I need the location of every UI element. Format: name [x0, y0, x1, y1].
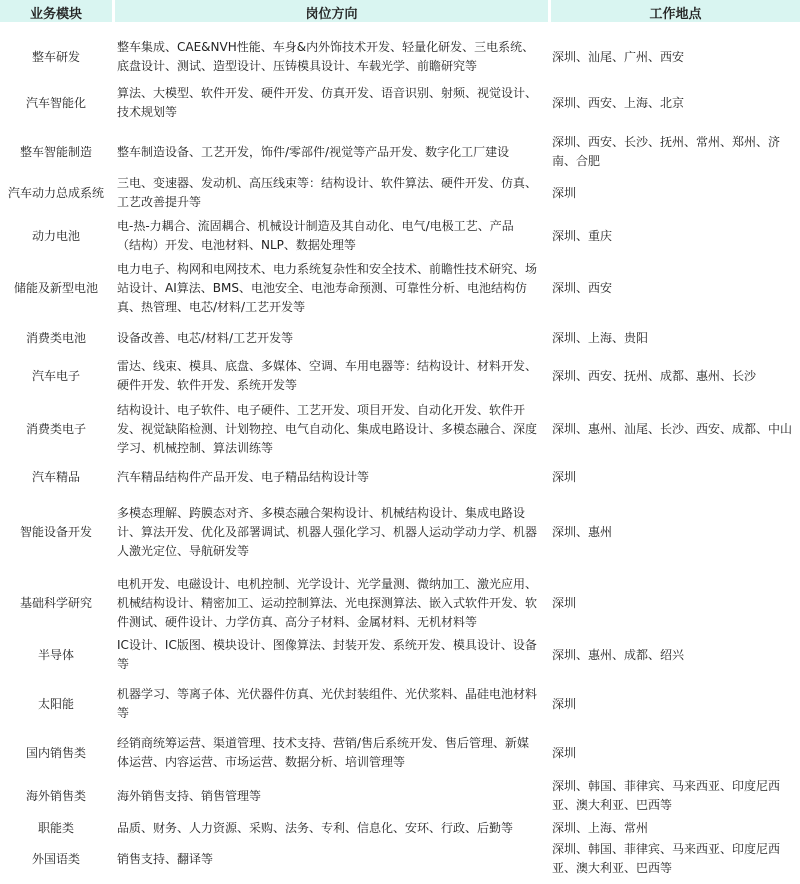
direction-cell: 雷达、线束、模具、底盘、多媒体、空调、车用电器等：结构设计、材料开发、硬件开发、软件开发、系统开发等: [117, 359, 538, 392]
location-cell: 深圳、重庆: [552, 229, 613, 243]
module-cell: 汽车精品: [31, 470, 80, 484]
location-cell: 深圳、汕尾、广州、西安: [552, 50, 685, 64]
location-cell: 深圳: [552, 186, 577, 200]
location-cell: 深圳、西安: [552, 281, 613, 295]
location-cell: 深圳、韩国、菲律宾、马来西亚、印度尼西亚、澳大利亚、巴西等: [552, 779, 781, 812]
direction-cell: 机器学习、等离子体、光伏器件仿真、光伏封装组件、光伏浆料、晶硅电池材料等: [117, 687, 538, 720]
location-cell: 深圳、惠州、成都、绍兴: [552, 648, 685, 662]
module-cell: 整车智能制造: [19, 145, 92, 159]
direction-cell: 海外销售支持、销售管理等: [117, 789, 262, 803]
location-cell: 深圳: [552, 746, 577, 760]
location-cell: 深圳、惠州: [552, 525, 613, 539]
module-cell: 汽车智能化: [25, 96, 86, 110]
location-cell: 深圳、韩国、菲律宾、马来西亚、印度尼西亚、澳大利亚、巴西等: [552, 842, 781, 875]
direction-cell: 三电、变速器、发动机、高压线束等：结构设计、软件算法、硬件开发、仿真、工艺改善提升等: [117, 176, 538, 209]
direction-cell: 电力电子、构网和电网技术、电力系统复杂性和安全技术、前瞻性技术研究、场站设计、AI算法、BMS、电池安全、电池寿命预测、可靠性分析、电池结构仿真、热管理、电芯/材料/工艺开发等: [117, 262, 538, 314]
direction-cell: 设备改善、电芯/材料/工艺开发等: [117, 331, 294, 345]
module-cell: 汽车动力总成系统: [7, 186, 104, 200]
location-cell: 深圳: [552, 697, 577, 711]
module-cell: 整车研发: [31, 50, 80, 64]
header-direction-cell: [115, 0, 548, 22]
module-cell: 汽车电子: [31, 369, 80, 383]
direction-cell: 经销商统筹运营、渠道管理、技术支持、营销/售后系统开发、售后管理、新媒体运营、内容运营、市场运营、数据分析、培训管理等: [117, 736, 530, 769]
header-location: 工作地点: [649, 7, 702, 22]
location-cell: 深圳、西安、长沙、抚州、常州、郑州、济南、合肥: [552, 135, 781, 168]
header-location-cell: [551, 0, 800, 22]
location-cell: 深圳、上海、常州: [552, 821, 649, 835]
direction-cell: 整车制造设备、工艺开发，饰件/零部件/视觉等产品开发、数字化工厂建设: [117, 145, 510, 159]
location-cell: 深圳、西安、上海、北京: [552, 96, 685, 110]
direction-cell: IC设计、IC版图、模块设计、图像算法、封装开发、系统开发、模具设计、设备等: [117, 638, 537, 671]
module-cell: 智能设备开发: [19, 525, 92, 539]
header-direction: 岗位方向: [305, 7, 358, 22]
module-cell: 国内销售类: [25, 746, 86, 760]
direction-cell: 电-热-力耦合、流固耦合、机械设计制造及其自动化、电气/电极工艺、产品（结构）开发、电池材料、NLP、数据处理等: [117, 219, 514, 252]
header-module: 业务模块: [29, 7, 82, 22]
module-cell: 太阳能: [37, 697, 74, 711]
module-cell: 消费类电池: [25, 331, 86, 345]
location-cell: 深圳、西安、抚州、成都、惠州、长沙: [552, 369, 757, 383]
direction-cell: 结构设计、电子软件、电子硬件、工艺开发、项目开发、自动化开发、软件开发、视觉缺陷检测、计划物控、电气自动化、集成电路设计、多模态融合、深度学习、机械控制、算法训练等: [117, 403, 538, 455]
module-cell: 海外销售类: [25, 789, 86, 803]
header-module-cell: [0, 0, 112, 22]
location-cell: 深圳: [552, 596, 577, 610]
module-cell: 动力电池: [31, 229, 80, 243]
direction-cell: 算法、大模型、软件开发、硬件开发、仿真开发、语音识别、射频、视觉设计、技术规划等: [117, 86, 538, 119]
location-cell: 深圳: [552, 470, 577, 484]
direction-cell: 汽车精品结构件产品开发、电子精品结构设计等: [117, 470, 370, 484]
direction-cell: 多模态理解、跨膜态对齐、多模态融合架构设计、机械结构设计、集成电路设计、算法开发、优化及部署调试、机器人强化学习、机器人运动学动力学、机器人激光定位、导航研发等: [117, 506, 538, 558]
direction-cell: 整车集成、CAE&NVH性能、车身&内外饰技术开发、轻量化研发、三电系统、底盘设计、测试、造型设计、压铸模具设计、车载光学、前瞻研究等: [117, 40, 535, 73]
module-cell: 基础科学研究: [19, 596, 92, 610]
module-cell: 半导体: [37, 648, 74, 662]
module-cell: 消费类电子: [25, 422, 86, 436]
direction-cell: 品质、财务、人力资源、采购、法务、专利、信息化、安环、行政、后勤等: [117, 821, 514, 835]
location-cell: 深圳、惠州、汕尾、长沙、西安、成都、中山: [552, 422, 793, 436]
direction-cell: 电机开发、电磁设计、电机控制、光学设计、光学量测、微纳加工、激光应用、机械结构设计、精密加工、运动控制算法、光电探测算法、嵌入式软件开发、软件测试、硬件设计、力学仿真、高分子材料、金属材料、无机材料等: [117, 577, 538, 629]
module-cell: 外国语类: [31, 852, 80, 866]
location-cell: 深圳、上海、贵阳: [552, 331, 649, 345]
module-cell: 职能类: [37, 821, 74, 835]
direction-cell: 销售支持、翻译等: [117, 852, 214, 866]
module-cell: 储能及新型电池: [13, 281, 98, 295]
